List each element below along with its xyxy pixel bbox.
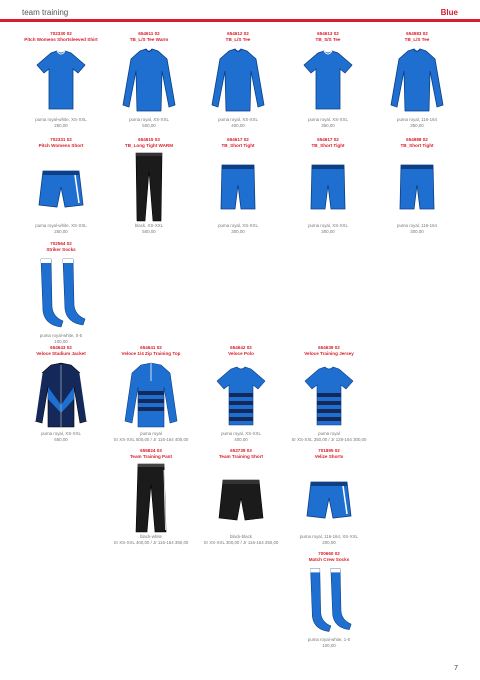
product-code: 654643 02 xyxy=(50,345,72,350)
product-card[interactable] xyxy=(280,31,376,128)
product-desc: black-black xyxy=(230,534,252,539)
velize-shorts-icon xyxy=(299,462,359,534)
product-code: 654617 02 xyxy=(317,137,339,142)
product-price: 200,00 xyxy=(322,539,336,545)
product-name: Veloce 1/4 Zip Training Top xyxy=(121,351,181,356)
product-name: Veloce Stadium Jacket xyxy=(36,351,86,356)
product-name: Veloce Polo xyxy=(228,351,254,356)
product-card[interactable] xyxy=(13,345,109,442)
tshirt-womens-icon xyxy=(31,45,91,117)
product-card[interactable] xyxy=(193,448,289,545)
product-desc: puma royal, XS-XXL xyxy=(221,431,261,436)
training-short-icon xyxy=(211,462,271,534)
product-code: 654613 02 xyxy=(317,31,339,36)
product-card[interactable] xyxy=(101,31,197,128)
product-desc: puma royal-white, 0-5 xyxy=(39,333,83,338)
product-desc: puma royal xyxy=(140,431,162,436)
product-price: 350,00 xyxy=(321,122,335,128)
product-name: TB_S/S Tee xyxy=(315,37,341,42)
product-card[interactable] xyxy=(13,241,109,344)
product-card[interactable] xyxy=(281,345,377,442)
product-desc: black, XS-XXL xyxy=(134,223,164,228)
product-desc: puma royal, 116-164 xyxy=(397,117,437,122)
product-desc: puma royal, 116-164 xyxy=(397,223,437,228)
zip-top-icon xyxy=(121,359,181,431)
product-desc: puma royal xyxy=(318,431,340,436)
product-name: TB_L/S Tee Warm xyxy=(129,37,169,42)
product-code: 700660 02 xyxy=(318,551,340,556)
crew-socks-icon xyxy=(299,565,359,637)
product-name: Velize Shorts xyxy=(314,454,344,459)
socks-icon xyxy=(31,255,91,333)
product-desc: puma royal, XS-XXL xyxy=(129,117,169,122)
brand-label: Blue xyxy=(440,8,458,17)
product-price: 650,00 xyxy=(54,436,68,442)
product-name: Striker Socks xyxy=(46,247,76,252)
product-price: 300,00 xyxy=(410,228,424,234)
product-code: 702330 02 xyxy=(50,31,72,36)
product-name: Pitch Womens Shortsleeved Shirt xyxy=(24,37,98,42)
longsleeve-kids-icon xyxy=(387,45,447,117)
product-code: 654617 02 xyxy=(227,137,249,142)
product-price: 500,00 xyxy=(142,228,156,234)
product-code: 701895 02 xyxy=(318,448,340,453)
product-code: 654988 02 xyxy=(406,137,428,142)
product-desc: puma royal-white, 1-5 xyxy=(307,637,351,642)
product-desc: puma royal, 116-164, XS-XXL xyxy=(299,534,358,539)
longsleeve-icon xyxy=(208,45,268,117)
longsleeve-warm-icon xyxy=(119,45,179,117)
product-price: Sr XS-XXL 500,00 / Jr 116-164 400,00 xyxy=(113,436,189,442)
product-price: 500,00 xyxy=(142,122,156,128)
product-price: 350,00 xyxy=(410,122,424,128)
product-card[interactable] xyxy=(281,551,377,648)
product-card[interactable] xyxy=(369,31,465,128)
product-code: 655824 03 xyxy=(140,448,162,453)
product-code: 702564 02 xyxy=(50,241,72,246)
product-price: 250,00 xyxy=(54,122,68,128)
product-card[interactable] xyxy=(281,448,377,545)
product-code: 702331 02 xyxy=(50,137,72,142)
product-price: 100,00 xyxy=(322,642,336,648)
product-card[interactable] xyxy=(103,448,199,545)
product-card[interactable] xyxy=(13,31,109,128)
product-card[interactable] xyxy=(369,137,465,234)
product-name: Pitch Womens Short xyxy=(38,143,84,148)
product-name: TB_Short Tight xyxy=(400,143,434,148)
training-pant-icon xyxy=(121,462,181,534)
product-price: 400,00 xyxy=(234,436,248,442)
product-name: TB_L/S Tee xyxy=(225,37,251,42)
product-price: 250,00 xyxy=(54,228,68,234)
page-number: 7 xyxy=(454,665,458,672)
product-card[interactable] xyxy=(190,31,286,128)
polo-icon xyxy=(211,359,271,431)
product-desc: puma royal-white, XS-XXL xyxy=(35,117,87,122)
product-desc: puma royal, XS-XXL xyxy=(308,223,348,228)
product-code: 654641 02 xyxy=(140,345,162,350)
short-tight-icon xyxy=(208,151,268,223)
product-desc: puma royal, XS-XXL xyxy=(218,117,258,122)
product-price: 400,00 xyxy=(231,122,245,128)
product-name: Match Crew Socks xyxy=(308,557,350,562)
product-desc: puma royal, XS-XXL xyxy=(218,223,258,228)
product-code: 654983 02 xyxy=(406,31,428,36)
product-desc: puma royal, XS-XXL xyxy=(41,431,81,436)
product-name: TB_L/S Tee xyxy=(404,37,430,42)
product-price: Sr XS-XXL 300,00 / Jr 116-164 250,00 xyxy=(203,539,279,545)
product-code: 654612 02 xyxy=(227,31,249,36)
product-price: 300,00 xyxy=(231,228,245,234)
product-price: 300,00 xyxy=(321,228,335,234)
product-code: 654642 02 xyxy=(230,345,252,350)
product-code: 654639 02 xyxy=(318,345,340,350)
product-name: TB_Short Tight xyxy=(221,143,255,148)
product-name: Veloce Training Jersey xyxy=(304,351,354,356)
shorts-womens-icon xyxy=(31,151,91,223)
training-jersey-icon xyxy=(299,359,359,431)
product-price: 100,00 xyxy=(54,338,68,344)
product-card[interactable] xyxy=(193,345,289,442)
product-name: Team Training Short xyxy=(218,454,264,459)
tshirt-icon xyxy=(298,45,358,117)
long-tight-icon xyxy=(119,151,179,223)
product-code: 653739 03 xyxy=(230,448,252,453)
section-title: team training xyxy=(22,8,69,17)
product-price: Sr XS-XXL 350,00 / Jr 128-164 300,00 xyxy=(291,436,367,442)
product-card[interactable] xyxy=(190,137,286,234)
product-code: 654615 03 xyxy=(138,137,160,142)
product-code: 654611 02 xyxy=(138,31,160,36)
product-card[interactable] xyxy=(13,137,109,234)
product-card[interactable] xyxy=(280,137,376,234)
product-card[interactable] xyxy=(101,137,197,234)
product-price: Sr XS-XXL 400,00 / Jr 116-164 350,00 xyxy=(113,539,189,545)
product-name: TB_Short Tight xyxy=(311,143,345,148)
short-tight-icon xyxy=(298,151,358,223)
product-desc: puma royal, XS-XXL xyxy=(308,117,348,122)
page-header xyxy=(0,0,480,22)
product-name: Team Training Pant xyxy=(129,454,173,459)
product-card[interactable] xyxy=(103,345,199,442)
product-desc: puma royal-white, XS-XXL xyxy=(35,223,87,228)
product-desc: black-white xyxy=(140,534,162,539)
product-name: TB_Long Tight WARM xyxy=(124,143,174,148)
stadium-jacket-icon xyxy=(31,359,91,431)
short-tight-kids-icon xyxy=(387,151,447,223)
header-rule xyxy=(0,19,480,22)
